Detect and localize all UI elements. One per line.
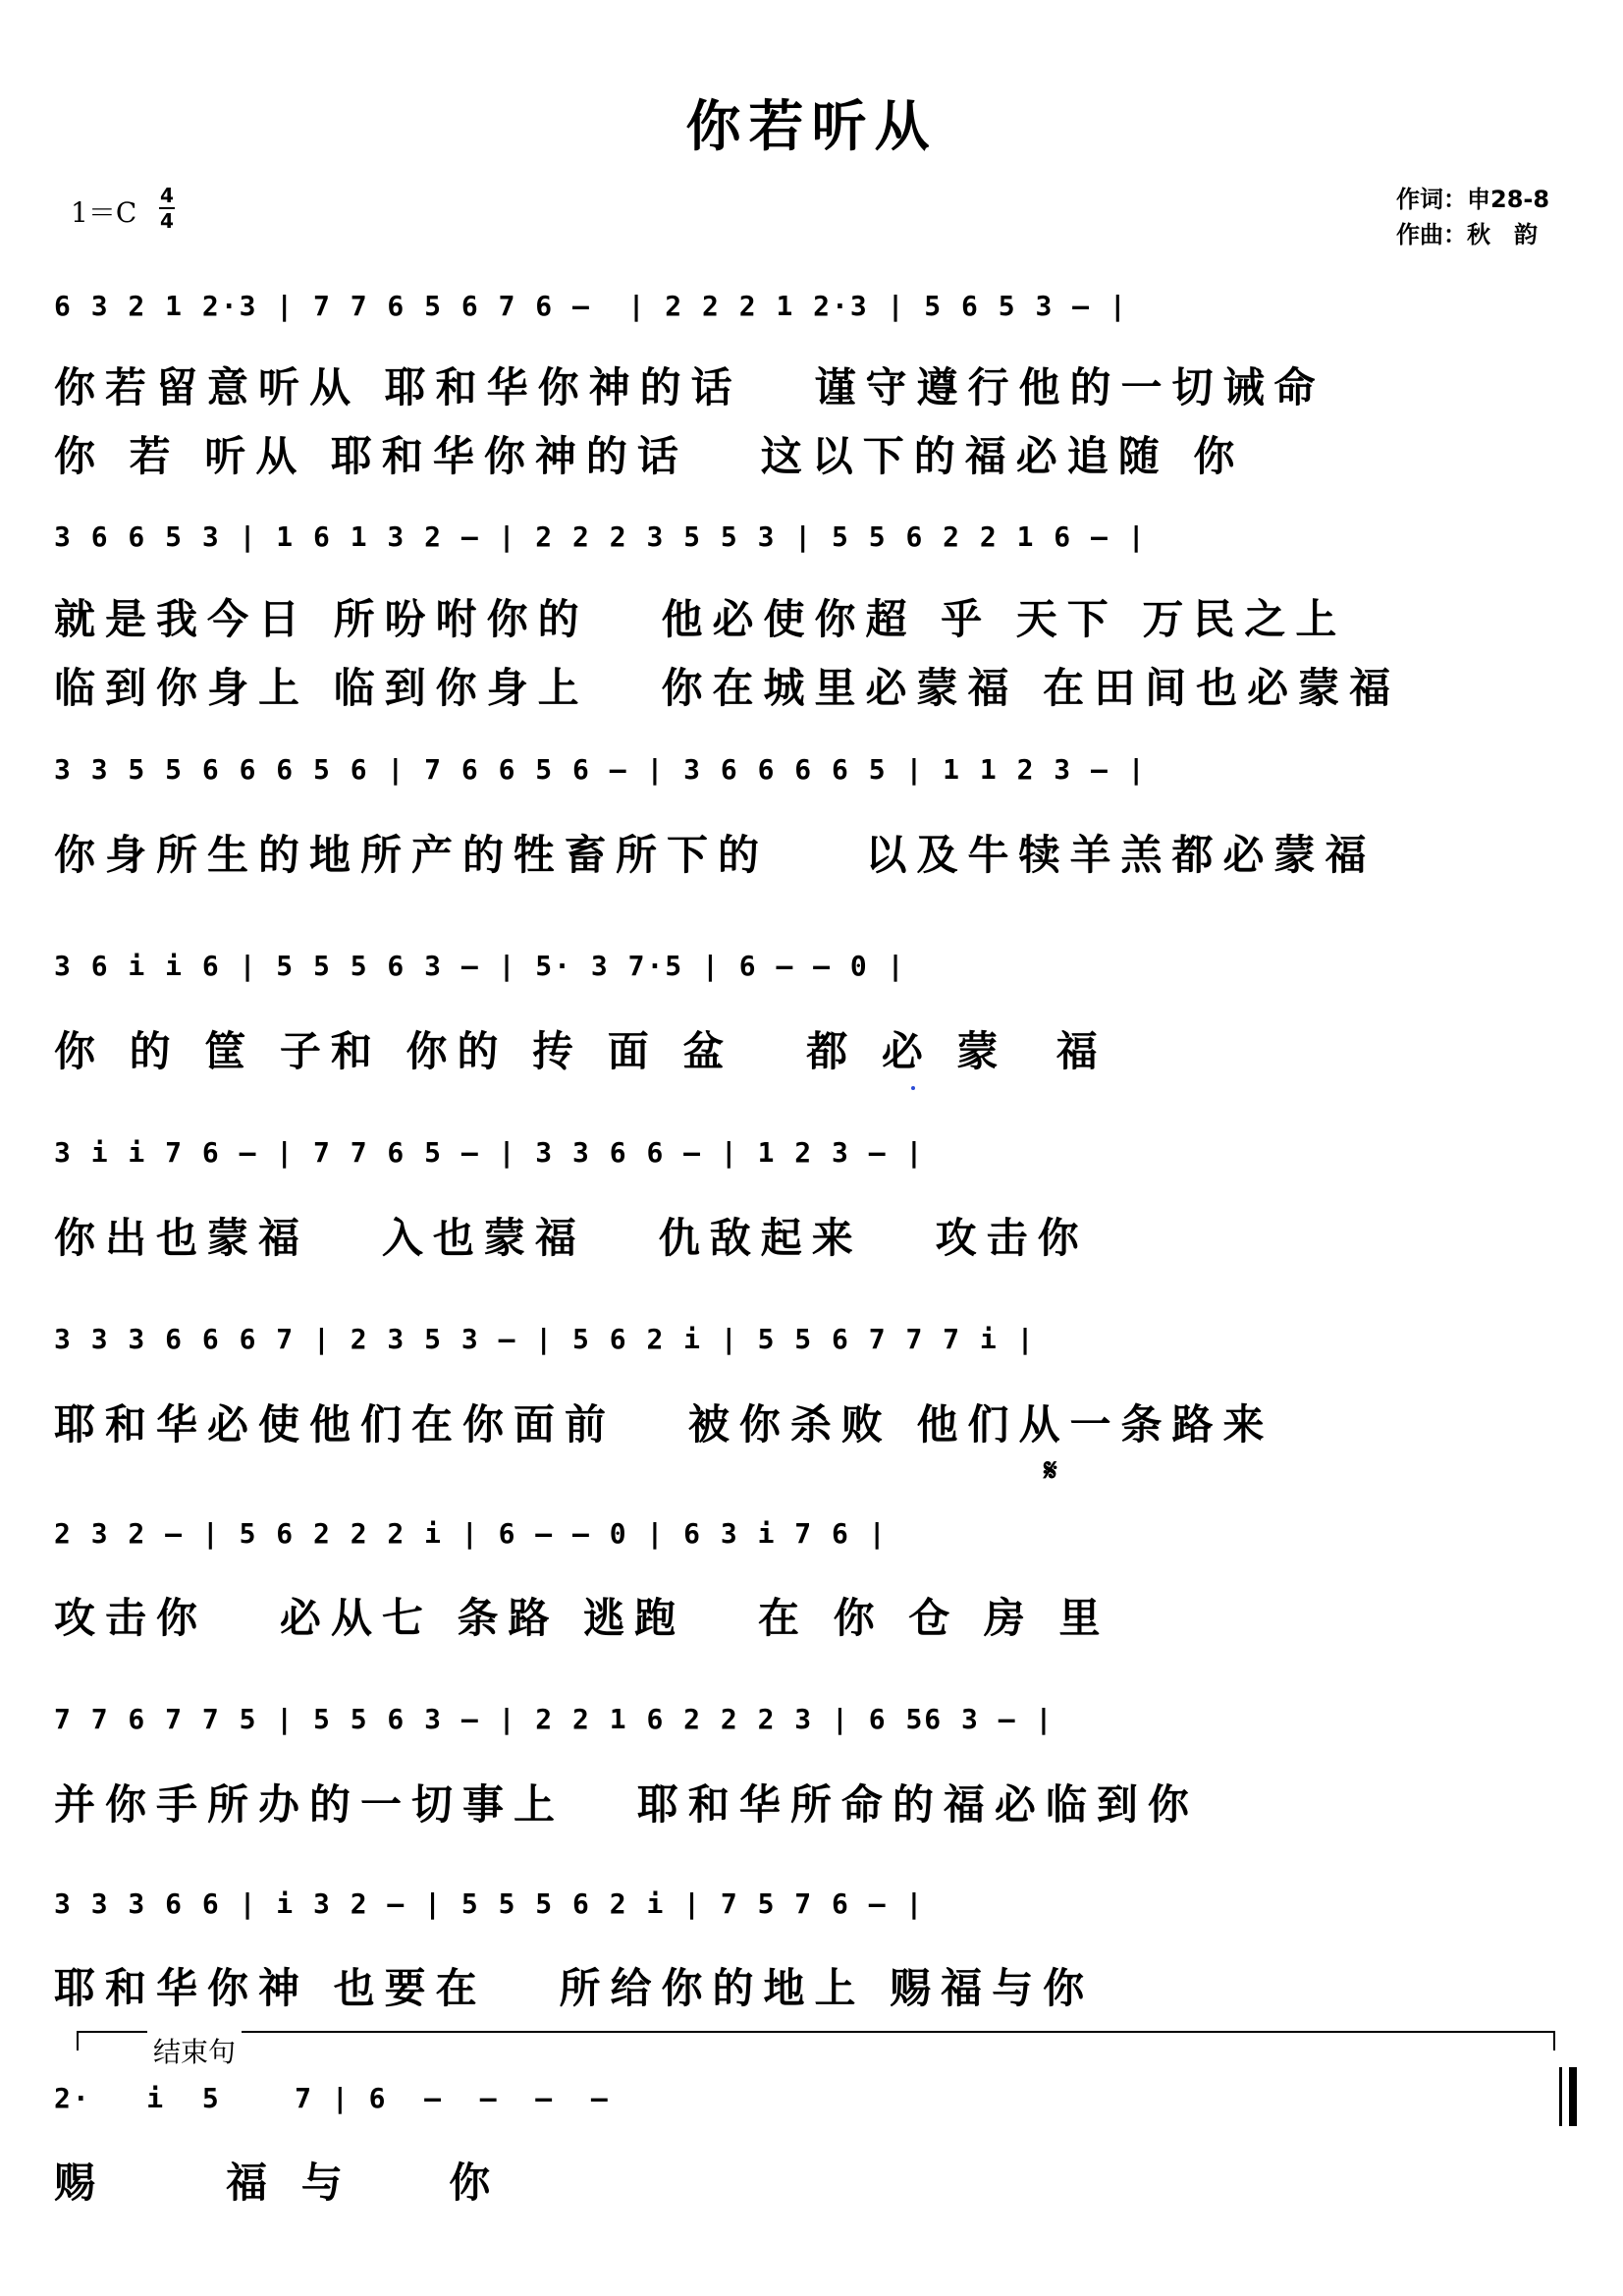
notation-row-9: [54, 1876, 1581, 1931]
notation-row-3-text: 3 3 5 5 6 6 6 5 6 | 7 6 6 5 6 – | 3 6 6 6 6 5 | 1 1 2 3 – |: [54, 753, 1147, 786]
notation-row-8-text: 7 7 6 7 7 5 | 5 5 6 3 – | 2 2 1 6 2 2 2 3 | 6 56 3 – |: [54, 1703, 1055, 1735]
notation-row-8: [54, 1691, 1581, 1746]
time-signature-top: 4: [160, 184, 174, 207]
ending-bracket: [77, 2031, 1555, 2050]
notation-row-10: [54, 2070, 1581, 2125]
notation-row-2-text: 3 6 6 5 3 | 1 6 1 3 2 – | 2 2 2 3 5 5 3 | 5 5 6 2 2 1 6 – |: [54, 520, 1147, 553]
song-title: 你若听从: [685, 95, 938, 159]
ending-label: 结束句: [147, 2031, 242, 2070]
credits: [1396, 182, 1549, 252]
lyric-row-7: 攻击你 必从七 条路 逃跑 在 你 仓 房 里: [54, 1594, 1110, 1642]
notation-row-9-text: 3 3 3 6 6 | i 3 2 – | 5 5 5 6 2 i | 7 5 7 6 – |: [54, 1887, 925, 1920]
notation-row-4: [54, 938, 1581, 993]
lyric-row-10: 赐 福 与 你: [54, 2159, 501, 2207]
notation-row-1: [54, 278, 1581, 333]
lyricist: 作词：申28-8: [1396, 186, 1550, 213]
lyric-row-3: 你身所生的地所产的牲畜所下的 以及牛犊羊羔都必蒙福: [54, 831, 1377, 879]
notation-row-2: [54, 509, 1581, 564]
lyric-row-5: 你出也蒙福 入也蒙福 仇敌起来 攻击你: [54, 1214, 1089, 1262]
lyric-row-4: 你 的 筐 子和 你的 抟 面 盆 都 必 蒙 福: [54, 1027, 1108, 1075]
lyric-row-2-verse-2: 临到你身上 临到你身上 你在城里必蒙福 在田间也必蒙福: [54, 664, 1401, 712]
lyric-row-1-verse-2: 你 若 听从 耶和华你神的话 这以下的福必追随 你: [54, 432, 1245, 480]
lyric-row-1-verse-1: 你若留意听从 耶和华你神的话 谨守遵行他的一切诫命: [54, 363, 1325, 411]
notation-row-5: [54, 1124, 1581, 1179]
notation-row-1-text: 6 3 2 1 2·3 | 7 7 6 5 6 7 6 – | 2 2 2 1 2·3 | 5 6 5 3 – |: [54, 290, 1128, 322]
notation-row-4-text: 3 6 i i 6 | 5 5 5 6 3 – | 5· 3 7·5 | 6 – – 0 |: [54, 950, 906, 982]
time-signature: [159, 184, 175, 233]
key-signature: 1＝C: [71, 196, 137, 229]
notation-row-7-text: 2 3 2 – | 5 6 2 2 2 i | 6 – – 0 | 6 3 i 7 6 |: [54, 1517, 888, 1550]
stray-dot: [911, 1086, 915, 1090]
notation-row-5-text: 3 i i 7 6 – | 7 7 6 5 – | 3 3 6 6 – | 1 2 3 – |: [54, 1136, 925, 1169]
notation-row-7: [54, 1505, 1581, 1560]
lyric-row-6: 耶和华必使他们在你面前 被你杀败 他们从一条路来: [54, 1400, 1274, 1449]
notation-row-6-text: 3 3 3 6 6 6 7 | 2 3 5 3 – | 5 6 2 i | 5 5 6 7 7 7 i |: [54, 1323, 1036, 1355]
lyric-row-2-verse-1: 就是我今日 所吩咐你的 他必使你超 乎 天下 万民之上: [54, 595, 1347, 643]
notation-row-6: [54, 1311, 1581, 1366]
notation-row-10-text: 2· i 5 7 | 6 – – – –: [54, 2082, 610, 2114]
lyric-row-9: 耶和华你神 也要在 所给你的地上 赐福与你: [54, 1964, 1095, 2012]
final-barline-thin: [1559, 2067, 1562, 2126]
notation-row-3: [54, 741, 1581, 796]
segno-sign: 𝄋: [1044, 1451, 1057, 1489]
final-barline-thick: [1569, 2067, 1577, 2126]
time-signature-bottom: 4: [160, 209, 174, 233]
lyric-row-8: 并你手所办的一切事上 耶和华所命的福必临到你: [54, 1780, 1199, 1829]
composer: 作曲：秋 韵: [1396, 221, 1538, 248]
